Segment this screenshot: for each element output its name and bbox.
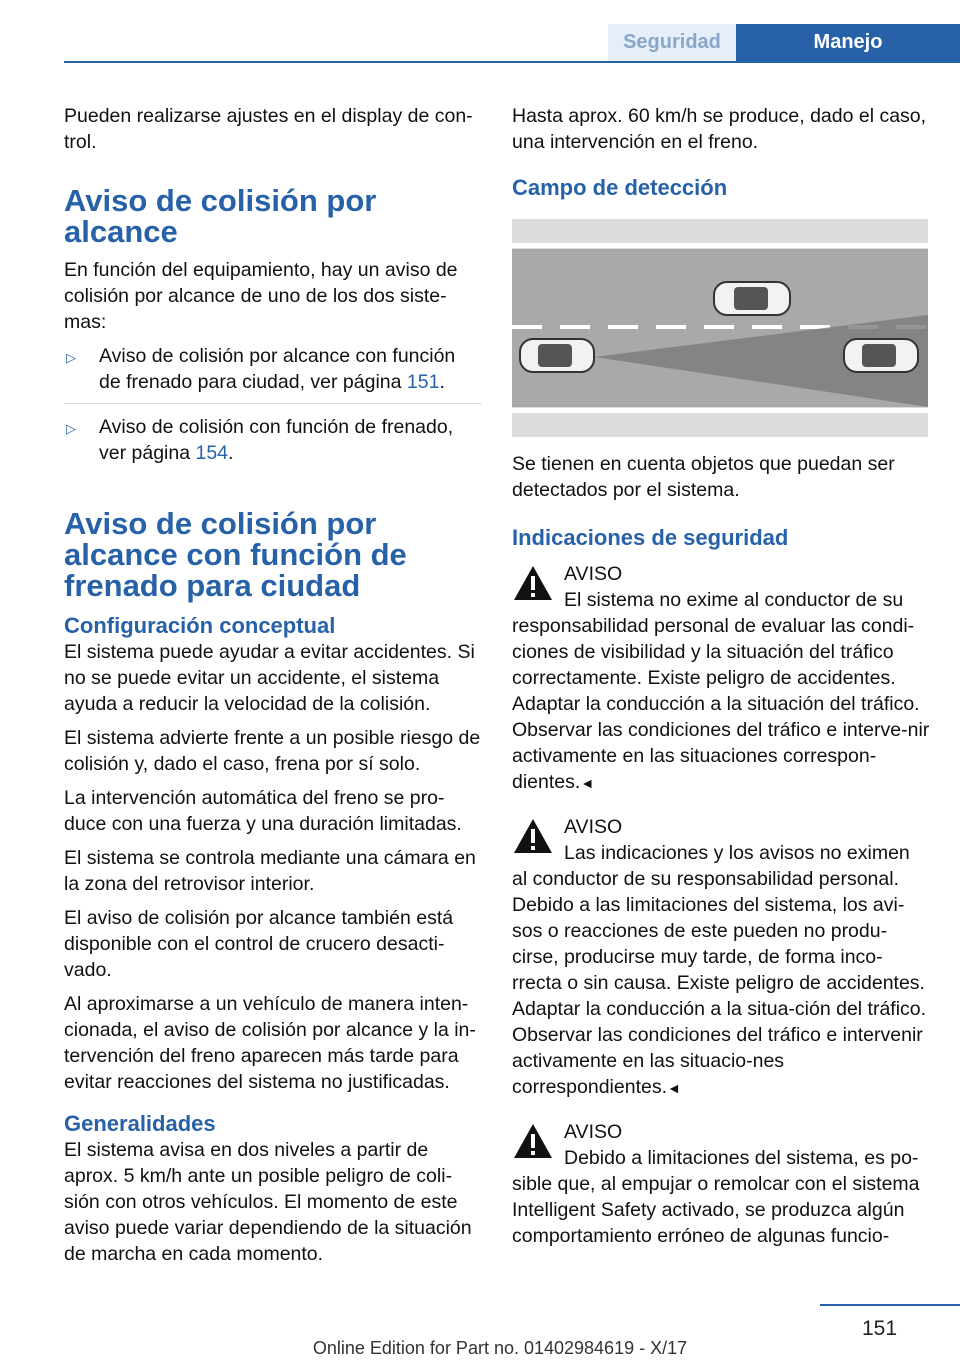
body-paragraph: Hasta aprox. 60 km/h se produce, dado el caso, una intervención en el freno. [512,105,927,153]
body-paragraph: La intervención automática del freno se pro‐duce con una fuerza y una duración limitadas. [64,787,462,835]
body-paragraph: El sistema avisa en dos niveles a partir de aprox. 5 km/h ante un posible peligro de coli‐sión con otros vehículos. El momento de este aviso puede variar dependiendo de la situación de marcha en cada momento. [64,1139,472,1265]
page-link-154[interactable]: 154 [195,442,229,464]
end-mark-icon: ◄ [667,1080,681,1096]
body-paragraph: El aviso de colisión por alcance también está disponible con el control de crucero desacti‐vado. [64,907,454,981]
end-mark-icon: ◄ [580,775,595,791]
heading-configuracion: Configuración conceptual [64,613,336,638]
warning-block [512,1119,930,1249]
footer-rule [820,1304,960,1306]
warning-triangle-icon [512,563,554,603]
heading-generalidades: Generalidades [64,1111,216,1136]
list-item [64,343,482,404]
list-item-text: Aviso de colisión con función de frenado, ver página [99,416,454,464]
car-icon [520,339,594,372]
body-paragraph: Se tienen en cuenta objetos que puedan ser detectados por el sistema. [512,453,895,501]
warning-title: AVISO [564,1121,623,1143]
warning-text: El sistema no exime al conductor de su responsabilidad personal de evaluar las condi‐ciones de visibilidad y la situación del tráfico correctamente. Existe peligro de accidentes. Adaptar la conducción a la situación del tráfico. Observar las condiciones del tráfico e interve‐nir activamente en las situaciones correspon‐dientes. [512,589,930,793]
page-link-151[interactable]: 151 [406,371,440,393]
warning-block [512,561,930,796]
page-number: 151 [862,1317,898,1340]
car-icon [714,282,790,315]
heading-campo-deteccion: Campo de detección [512,175,728,200]
warning-text: Las indicaciones y los avisos no eximen al conductor de su responsabilidad personal. Debido a las limitaciones del sistema, los avi‐sos o reacciones de este pueden no produ‐cirse, producirse muy tarde, de forma inco‐rrecta o sin causa. Existe peligro de accidentes. Adaptar la conducción a la situa‐ción del tráfico. Observar las condiciones del tráfico e intervenir activamente en las situacio‐nes correspondientes. [512,842,927,1098]
body-paragraph: Al aproximarse a un vehículo de manera inten‐cionada, el aviso de colisión por alcance y la in‐tervención del freno aparecen más tarde para evitar reacciones del sistema no justificadas. [64,993,476,1093]
list-item [64,414,482,474]
heading-aviso-colision: Aviso de colisión por alcance [64,183,377,249]
list-item-end: . [228,442,234,464]
warning-title: AVISO [564,816,623,838]
triangle-right-icon: ▷ [66,350,76,365]
left-column [64,103,482,1275]
warning-block [512,814,930,1101]
list-item-end: . [439,371,445,393]
car-icon [844,339,918,372]
header-rule [64,61,960,63]
edition-note: Online Edition for Part no. 01402984619 - X/17 [312,1338,688,1358]
intro-paragraph: Pueden realizarse ajustes en el display de con‐trol. [64,105,473,153]
heading-frenado-ciudad: Aviso de colisión por alcance con función de frenado para ciudad [64,506,407,603]
warning-triangle-icon [512,1121,554,1161]
detection-field-illustration [512,219,928,437]
warning-triangle-icon [512,816,554,856]
warning-text: Debido a limitaciones del sistema, es po‐sible que, al empujar o remolcar con el sistema Intelligent Safety activado, se produzca algún comportamiento erróneo de algunas funcio‐ [512,1147,920,1247]
section-tab-manejo: Manejo [736,24,960,61]
list-item-text: Aviso de colisión por alcance con función de frenado para ciudad, ver página [99,345,456,393]
heading-indicaciones-seguridad: Indicaciones de seguridad [512,525,789,550]
right-column [512,103,930,1257]
warning-title: AVISO [564,563,623,585]
triangle-right-icon: ▷ [66,421,76,436]
body-paragraph: El sistema puede ayudar a evitar accidentes. Si no se puede evitar un accidente, el sistema ayuda a reducir la velocidad de la colisión. [64,641,475,715]
section-tab-seguridad: Seguridad [608,24,736,61]
equipment-paragraph: En función del equipamiento, hay un aviso de colisión por alcance de uno de los dos siste‐mas: [64,259,458,333]
systems-list [64,343,482,474]
body-paragraph: El sistema se controla mediante una cámara en la zona del retrovisor interior. [64,847,476,895]
body-paragraph: El sistema advierte frente a un posible riesgo de colisión y, dado el caso, frena por sí solo. [64,727,481,775]
